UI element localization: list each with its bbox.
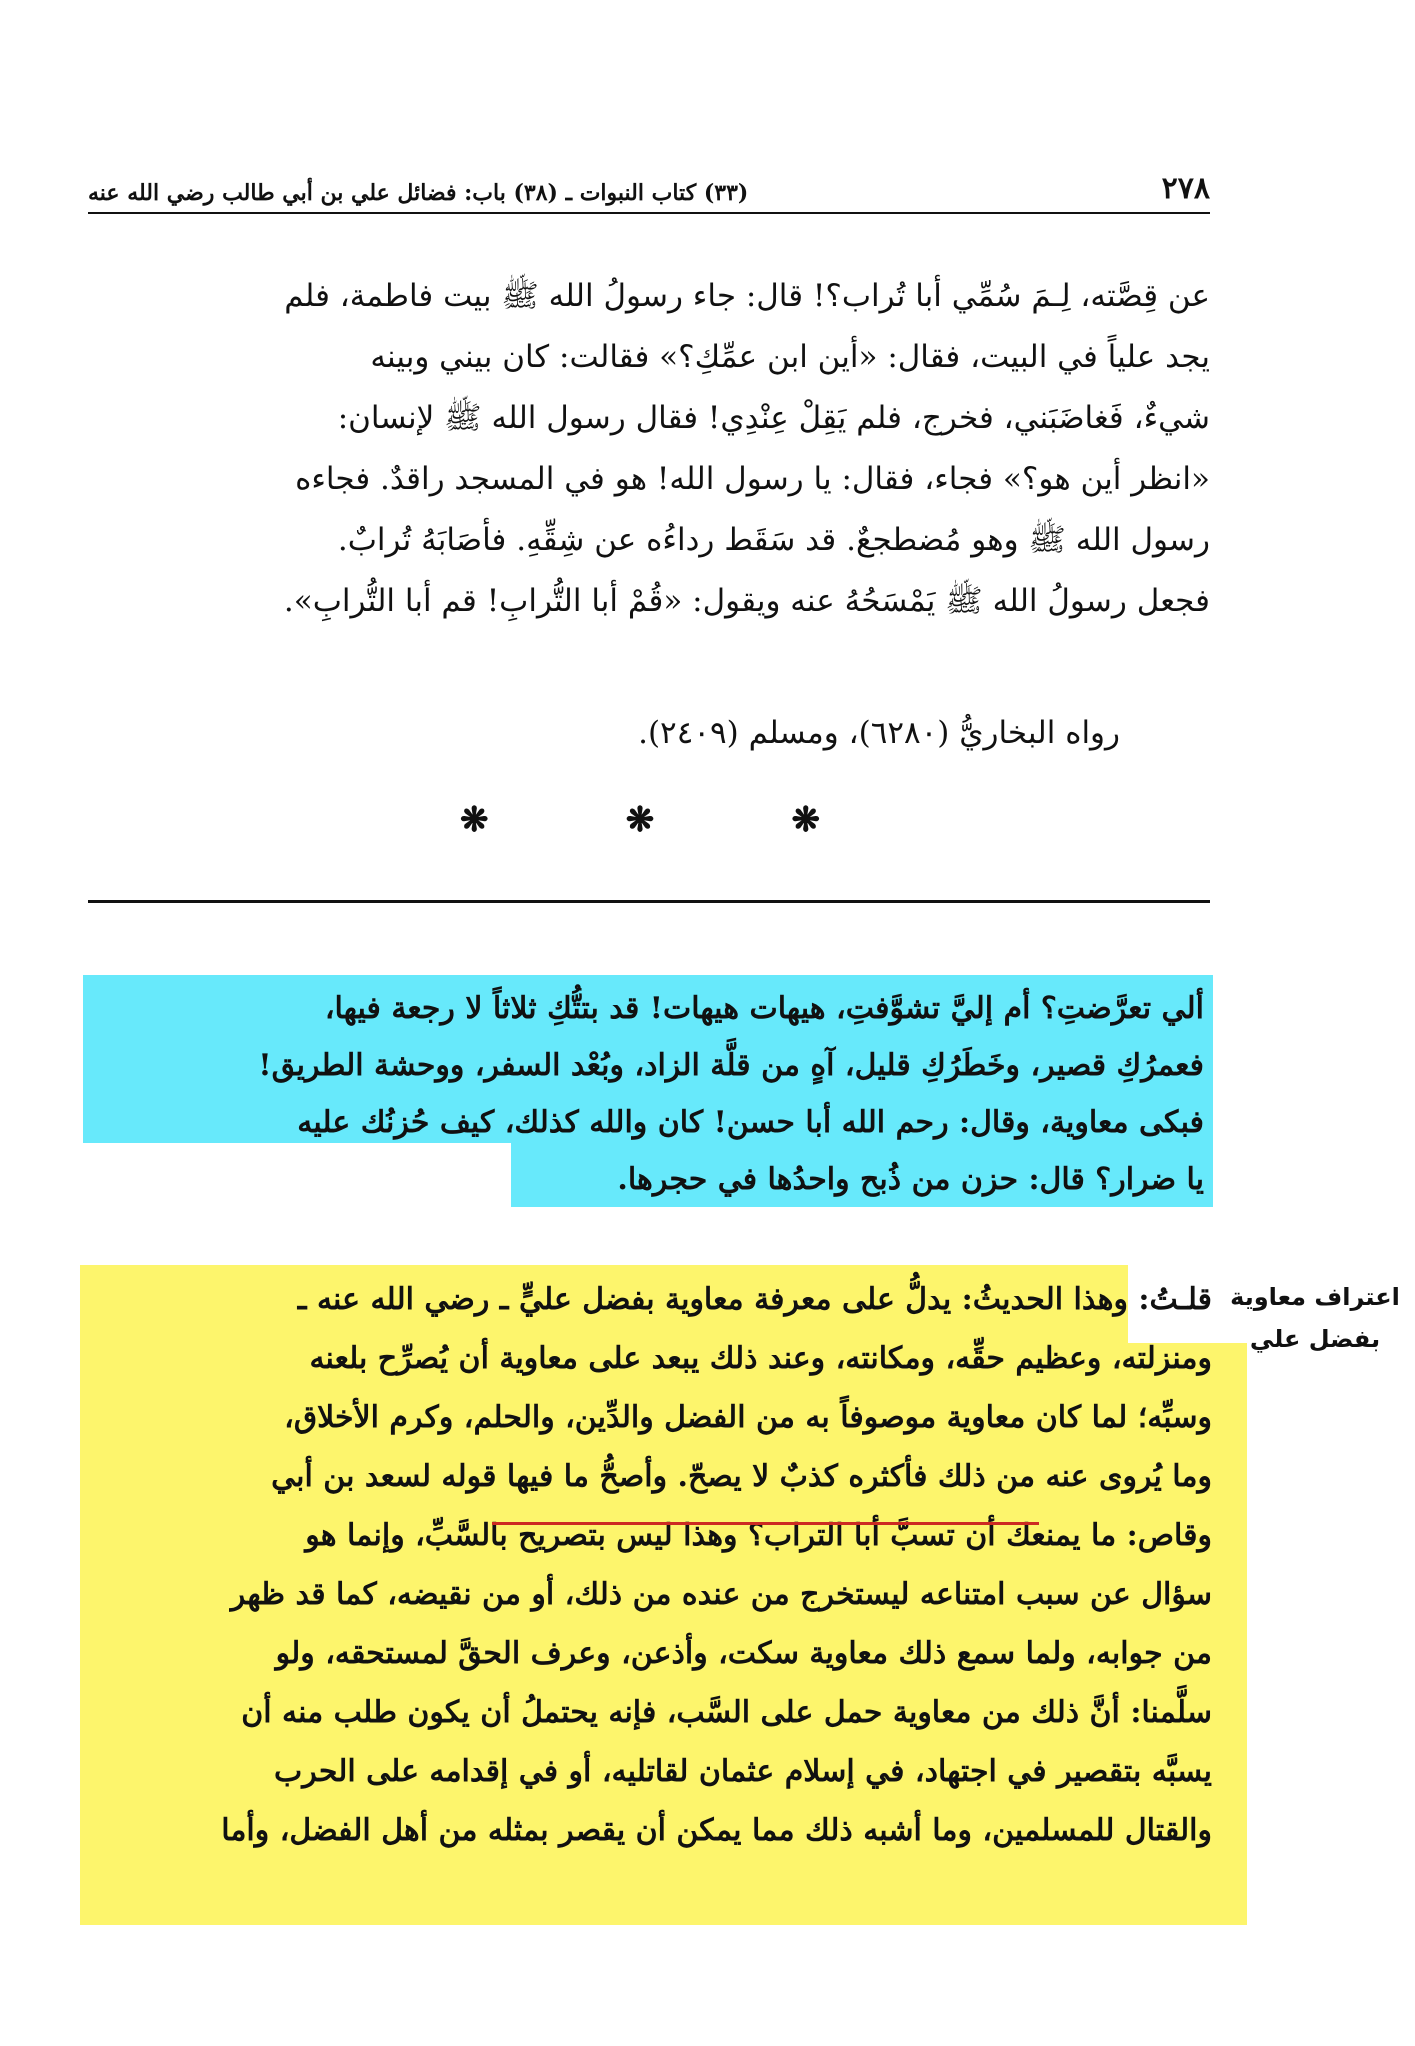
- asterisk-ornament-icon: ❋: [791, 800, 820, 840]
- highlighted-passage-yellow: [88, 1270, 1212, 1860]
- text-line: والقتال للمسلمين، وما أشبه ذلك مما يمكن أن يقصر بمثله من أهل الفضل، وأما: [221, 1813, 1212, 1848]
- text-line: وما يُروى عنه من ذلك فأكثره كذبٌ لا يصحّ. وأصحُّ ما فيها قوله لسعد بن أبي: [271, 1459, 1212, 1494]
- text-line: يا ضرار؟ قال: حزن من ذُبح واحدُها في حجرها.: [617, 1162, 1204, 1197]
- highlighted-passage-cyan: [92, 980, 1204, 1208]
- text-line: ألي تعرَّضتِ؟ أم إليَّ تشوَّفتِ، هيهات هيهات! قد بتتُّكِ ثلاثاً لا رجعة فيها،: [324, 991, 1204, 1026]
- text-line: «انظر أين هو؟» فجاء، فقال: يا رسول الله! هو في المسجد راقدٌ. فجاءه: [295, 461, 1210, 497]
- source-citation: رواه البخاريُّ (٦٢٨٠)، ومسلم (٢٤٠٩).: [638, 715, 1120, 751]
- text-line: يسبَّه بتقصير في اجتهاد، في إسلام عثمان لقاتليه، أو في إقدامه على الحرب: [274, 1754, 1212, 1789]
- running-title: (٣٣) كتاب النبوات ـ (٣٨) باب: فضائل علي بن أبي طالب رضي الله عنه: [88, 180, 749, 206]
- margin-annotation: [1225, 1276, 1405, 1360]
- page-number: ٢٧٨: [1161, 171, 1210, 206]
- text-line: ومنزلته، وعظيم حقِّه، ومكانته، وعند ذلك يبعد على معاوية أن يُصرِّح بلعنه: [309, 1341, 1212, 1376]
- text-line: وقاص: ما يمنعك أن تسبَّ أبا التراب؟ وهذا ليس بتصريح بالسَّبِّ، وإنما هو: [305, 1518, 1212, 1553]
- page-divider: [88, 900, 1210, 903]
- red-underline-annotation: [492, 1522, 1039, 1525]
- text-line: من جوابه، ولما سمع ذلك معاوية سكت، وأذعن، وعرف الحقَّ لمستحقه، ولو: [275, 1636, 1212, 1671]
- margin-annotation-line: اعتراف معاوية: [1230, 1283, 1400, 1311]
- text-line: سؤال عن سبب امتناعه ليستخرج من عنده من ذلك، أو من نقيضه، كما قد ظهر: [230, 1577, 1212, 1612]
- running-header: [88, 160, 1210, 214]
- text-line: قلـتُ: وهذا الحديثُ: يدلُّ على معرفة معاوية بفضل عليٍّ ـ رضي الله عنه ـ: [297, 1282, 1212, 1317]
- text-line: فبكى معاوية، وقال: رحم الله أبا حسن! كان والله كذلك، كيف حُزنُك عليه: [297, 1105, 1204, 1140]
- text-line: وسبِّه؛ لما كان معاوية موصوفاً به من الفضل والدِّين، والحلم، وكرم الأخلاق،: [284, 1400, 1212, 1435]
- text-line: يجد علياً في البيت، فقال: «أين ابن عمِّكِ؟» فقالت: كان بيني وبينه: [370, 339, 1210, 375]
- asterisk-ornament-icon: ❋: [625, 800, 655, 840]
- text-line: عن قِصَّته، لِـمَ سُمِّي أبا تُراب؟! قال: جاء رسولُ الله ﷺ بيت فاطمة، فلم: [284, 278, 1210, 314]
- text-line: رسول الله ﷺ وهو مُضطجعٌ. قد سَقَط رداءُه عن شِقِّهِ. فأصَابَهُ تُرابٌ.: [337, 522, 1210, 558]
- hadith-text: [88, 266, 1210, 632]
- asterisk-ornament-icon: ❋: [460, 800, 489, 840]
- section-ornaments: [460, 800, 820, 840]
- text-line: فجعل رسولُ الله ﷺ يَمْسَحُهُ عنه ويقول: «قُمْ أبا التُّرابِ! قم أبا التُّرابِ».: [283, 583, 1210, 619]
- text-line: شيءٌ، فَغاضَبَني، فخرج، فلم يَقِلْ عِنْدِي! فقال رسول الله ﷺ لإنسان:: [337, 400, 1210, 436]
- margin-annotation-line: بفضل علي: [1249, 1325, 1381, 1353]
- text-line: فعمرُكِ قصير، وخَطَرُكِ قليل، آهٍ من قلَّة الزاد، وبُعْد السفر، ووحشة الطريق!: [258, 1048, 1204, 1083]
- text-line: سلَّمنا: أنَّ ذلك من معاوية حمل على السَّب، فإنه يحتملُ أن يكون طلب منه أن: [241, 1695, 1212, 1730]
